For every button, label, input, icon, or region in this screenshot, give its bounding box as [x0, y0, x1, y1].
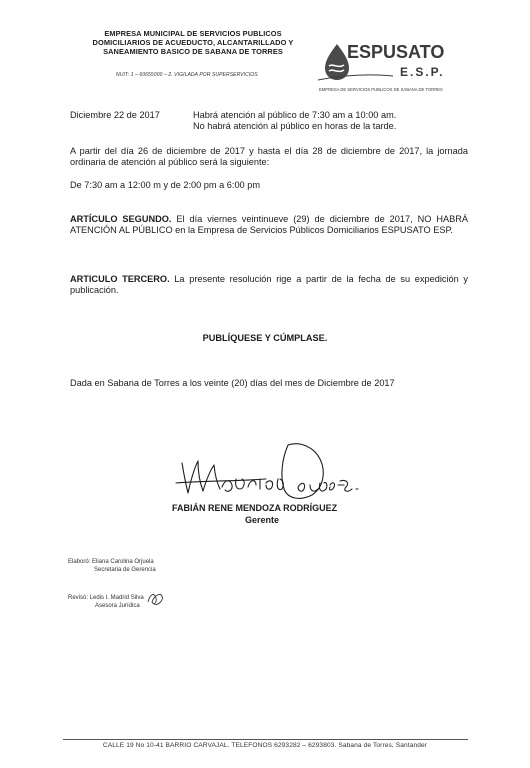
- logo-drop-icon: [313, 36, 461, 98]
- article-two-text: El día viernes veintinueve (29) de diciembre de 2017, NO HABRÁ ATENCIÓN AL PÚBLICO en la Empresa de Servicios Públicos Domiciliarios ESPUSATO ESP.: [70, 214, 468, 235]
- signer-name: FABIÁN RENE MENDOZA RODRÍGUEZ: [172, 503, 338, 513]
- reviso-line2: Asesora Jurídica: [95, 603, 140, 609]
- initials-mark: [144, 588, 168, 610]
- company-name-line3: SANEAMIENTO BASICO DE SABANA DE TORRES: [103, 47, 283, 56]
- company-name-line1: EMPRESA MUNICIPAL DE SERVICIOS PUBLICOS: [104, 29, 282, 38]
- logo-tagline: EMPRESA DE SERVICIOS PUBLICOS DE SABANA DE TORRES: [319, 87, 443, 92]
- date-note-line2: No habrá atención al público en horas de la tarde.: [193, 121, 397, 131]
- logo-esp: E.S.P.: [400, 65, 445, 79]
- nuit-line: NUIT: 1 – 60655000 – 2. VIGILADA POR SUPERSERVICIOS: [116, 72, 258, 78]
- article-three-title: ARTICULO TERCERO.: [70, 274, 170, 284]
- signer-role: Gerente: [245, 515, 280, 525]
- company-logo: [313, 36, 461, 98]
- company-header: [84, 29, 302, 56]
- logo-name: ESPUSATO: [347, 42, 445, 62]
- handwritten-signature: [170, 435, 370, 507]
- article-two: [70, 214, 468, 236]
- reviso-block: [68, 594, 144, 610]
- date-note: [193, 110, 396, 132]
- given-paragraph: Dada en Sabana de Torres a los veinte (20) días del mes de Diciembre de 2017: [70, 378, 395, 388]
- publish-heading: PUBLÍQUESE Y CÚMPLASE.: [202, 333, 328, 343]
- article-three: [70, 274, 468, 296]
- date-note-line1: Habrá atención al público de 7:30 am a 10:00 am.: [193, 110, 397, 120]
- period-paragraph: A partir del día 26 de diciembre de 2017 y hasta el día 28 de diciembre de 2017, la jornada ordinaria de atención al público será la siguiente:: [70, 146, 468, 167]
- schedule-line: De 7:30 am a 12:00 m y de 2:00 pm a 6:00 pm: [70, 180, 260, 190]
- date-label: Diciembre 22 de 2017: [70, 110, 160, 120]
- footer-address: CALLE 19 No 10-41 BARRIO CARVAJAL. TELEFONOS 6293282 – 6293803. Sabana de Torres, Santander: [102, 742, 428, 749]
- article-two-title: ARTÍCULO SEGUNDO.: [70, 214, 172, 224]
- elaboro-line1: Elaboró: Eliana Carolina Orjuela: [68, 559, 154, 565]
- footer-rule: [63, 739, 468, 740]
- elaboro-block: [68, 558, 156, 574]
- reviso-line1: Revisó: Ledis I. Madrid Silva: [68, 595, 144, 601]
- elaboro-line2: Secretaria de Gerencia: [94, 567, 156, 573]
- company-name-line2: DOMICILIARIOS DE ACUEDUCTO, ALCANTARILLADO Y: [92, 38, 294, 47]
- article-three-text: La presente resolución rige a partir de la fecha de su expedición y publicación.: [70, 274, 468, 295]
